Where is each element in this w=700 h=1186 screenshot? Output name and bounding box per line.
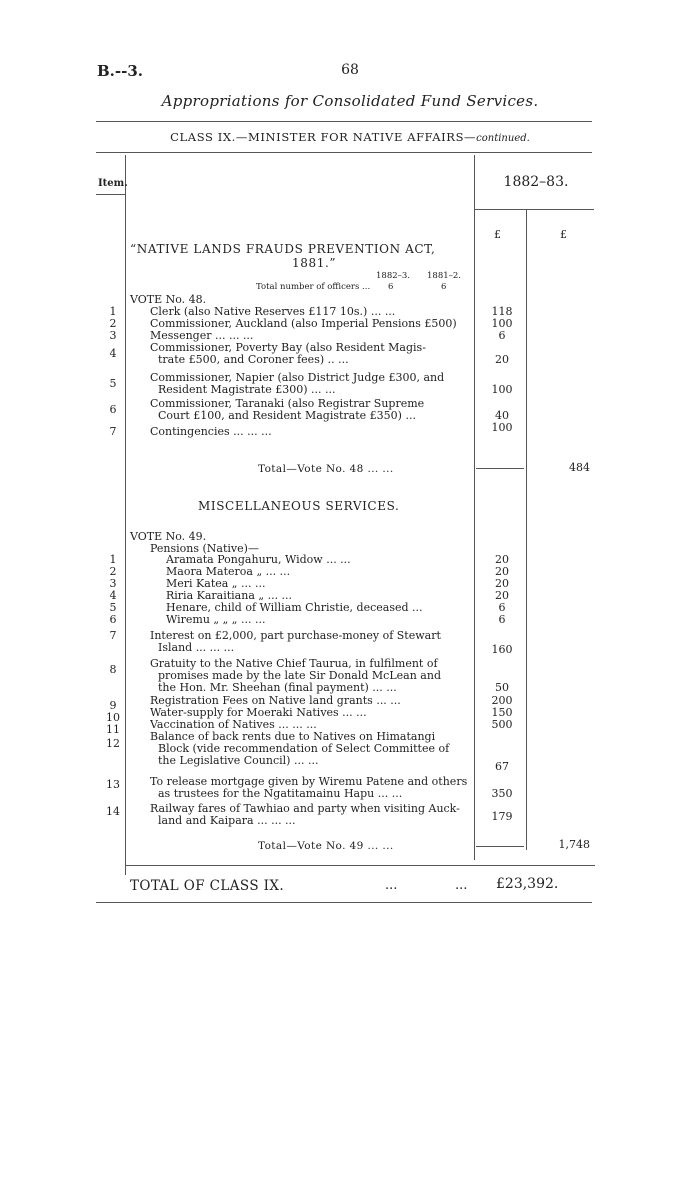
item-amount: 20 xyxy=(495,565,509,578)
table-row xyxy=(0,630,700,642)
vote-49-total: 1,748 xyxy=(558,838,590,851)
item-amount: 6 xyxy=(498,613,506,626)
item-number: 13 xyxy=(106,778,120,791)
table-row xyxy=(0,306,700,318)
item-number: 10 xyxy=(106,711,120,724)
table-row xyxy=(0,566,700,578)
item-number: 5 xyxy=(109,377,117,390)
item-description: Commissioner, Taranaki (also Registrar Supreme xyxy=(150,398,425,410)
item-description: Riria Karaitiana „ ... ... xyxy=(166,590,293,602)
table-row xyxy=(0,682,700,694)
table-row xyxy=(0,776,700,791)
item-description: Interest on £2,000, part purchase-money of Stewart xyxy=(150,630,441,642)
vote-48-total-label: Total—Vote No. 48 ... ... xyxy=(258,463,394,475)
item-amount: 6 xyxy=(498,329,506,342)
class-continued: continued. xyxy=(476,133,530,144)
item-number: 11 xyxy=(106,723,120,736)
item-number: 8 xyxy=(109,663,117,676)
officers-count1: 6 xyxy=(388,282,394,292)
item-number: 4 xyxy=(109,589,117,602)
item-description: Commissioner, Poverty Bay (also Resident Magis- xyxy=(150,342,426,354)
rule-item-header xyxy=(96,194,126,195)
rule-before-grand-total xyxy=(125,865,595,866)
item-description: Court £100, and Resident Magistrate £350) ... xyxy=(158,410,416,422)
pound-header-2: £ xyxy=(560,228,567,241)
item-description: Commissioner, Napier (also District Judge £300, and xyxy=(150,372,445,384)
item-number: 14 xyxy=(106,805,120,818)
officers-label: Total number of officers ... xyxy=(256,282,371,292)
item-description: as trustees for the Ngatitamainu Hapu ... ... xyxy=(158,788,403,800)
section2-title: MISCELLANEOUS SERVICES. xyxy=(198,499,400,513)
item-number: 9 xyxy=(109,699,117,712)
item-number: 4 xyxy=(109,347,117,360)
item-number: 1 xyxy=(109,553,117,566)
item-description: Meri Katea „ ... ... xyxy=(166,578,266,590)
table-row xyxy=(0,788,700,800)
item-amount: 20 xyxy=(495,353,509,366)
item-description: the Hon. Mr. Sheehan (final payment) ... ... xyxy=(158,682,397,694)
vote-49-label: VOTE No. 49. xyxy=(130,530,207,543)
pensions-label: Pensions (Native)— xyxy=(150,542,259,555)
item-amount: 20 xyxy=(495,553,509,566)
item-description: Commissioner, Auckland (also Imperial Pensions £500) xyxy=(150,318,457,330)
item-column-header: Item. xyxy=(98,178,128,189)
rule-year-header xyxy=(474,209,594,210)
item-description: Aramata Pongahuru, Widow ... ... xyxy=(166,554,351,566)
item-amount: 160 xyxy=(491,643,513,656)
item-amount: 67 xyxy=(495,760,509,773)
item-number: 6 xyxy=(109,403,117,416)
item-amount: 100 xyxy=(491,383,513,396)
table-row xyxy=(0,743,700,755)
item-amount: 200 xyxy=(491,694,513,707)
item-description: Gratuity to the Native Chief Taurua, in fulfilment of xyxy=(150,658,438,670)
rule-top xyxy=(96,121,592,122)
item-amount: 350 xyxy=(491,787,513,800)
item-description: Balance of back rents due to Natives on Himatangi xyxy=(150,731,436,743)
item-description: Island ... ... ... xyxy=(158,642,235,654)
item-number: 5 xyxy=(109,601,117,614)
item-number: 1 xyxy=(109,305,117,318)
grand-total-amount: £23,392. xyxy=(496,876,559,892)
officers-count2: 6 xyxy=(441,282,447,292)
table-row xyxy=(0,330,700,342)
document-reference: B.--3. xyxy=(97,62,144,80)
item-description: Messenger ... ... ... xyxy=(150,330,254,342)
table-row xyxy=(0,718,700,736)
grand-total-label: TOTAL OF CLASS IX. xyxy=(130,878,285,894)
item-description: Water-supply for Moeraki Natives ... ... xyxy=(150,707,367,719)
vote-48-total: 484 xyxy=(569,461,590,474)
item-description: Resident Magistrate £300) ... ... xyxy=(158,384,336,396)
item-number: 6 xyxy=(109,613,117,626)
item-description: promises made by the late Sir Donald McLean and xyxy=(158,670,441,682)
item-description: To release mortgage given by Wiremu Patene and others xyxy=(150,776,468,788)
item-description: trate £500, and Coroner fees) .. ... xyxy=(158,354,349,366)
class-title: CLASS IX.—MINISTER FOR NATIVE AFFAIRS—continued. xyxy=(170,130,530,144)
table-row xyxy=(0,706,700,724)
section1-title-line1: “NATIVE LANDS FRAUDS PREVENTION ACT, xyxy=(130,242,436,256)
section1-title-line2: 1881.” xyxy=(292,256,337,270)
item-description: Henare, child of William Christie, deceased ... xyxy=(166,602,423,614)
rule-class xyxy=(96,152,592,153)
item-description: Railway fares of Tawhiao and party when visiting Auck- xyxy=(150,803,460,815)
pound-header-1: £ xyxy=(494,228,501,241)
item-description: the Legislative Council) ... ... xyxy=(158,755,319,767)
item-number: 7 xyxy=(109,425,117,438)
item-amount: 50 xyxy=(495,681,509,694)
table-row xyxy=(0,421,700,438)
item-amount: 20 xyxy=(495,577,509,590)
item-amount: 6 xyxy=(498,601,506,614)
table-row xyxy=(0,590,700,602)
item-number: 2 xyxy=(109,565,117,578)
item-number: 7 xyxy=(109,629,117,642)
item-number: 2 xyxy=(109,317,117,330)
item-amount: 118 xyxy=(491,305,513,318)
grand-total-leader-2: ... xyxy=(455,878,468,893)
item-amount: 40 xyxy=(495,409,509,422)
item-column-divider xyxy=(125,155,126,875)
officers-year1: 1882–3. xyxy=(376,271,410,281)
item-number: 3 xyxy=(109,577,117,590)
grand-total-leader-1: ... xyxy=(385,878,398,893)
vote-49-total-rule xyxy=(476,846,524,847)
item-amount: 100 xyxy=(491,317,513,330)
item-description: Vaccination of Natives ... ... ... xyxy=(150,719,317,731)
item-description: Maora Materoa „ ... ... xyxy=(166,566,291,578)
item-number: 3 xyxy=(109,329,117,342)
vote-48-label: VOTE No. 48. xyxy=(130,293,207,306)
table-row xyxy=(0,642,700,654)
vote-48-total-rule xyxy=(476,468,524,469)
item-description: Clerk (also Native Reserves £117 10s.) ... ... xyxy=(150,306,396,318)
table-row xyxy=(0,602,700,614)
item-description: Block (vide recommendation of Select Committee of xyxy=(158,743,450,755)
item-number: 12 xyxy=(106,737,120,750)
page-subtitle: Appropriations for Consolidated Fund Services. xyxy=(161,92,539,110)
item-description: Registration Fees on Native land grants ... ... xyxy=(150,695,401,707)
item-amount: 179 xyxy=(491,810,513,823)
rule-bottom xyxy=(96,902,592,903)
item-description: land and Kaipara ... ... ... xyxy=(158,815,296,827)
officers-year2: 1881–2. xyxy=(427,271,461,281)
item-amount: 100 xyxy=(491,421,513,434)
page-number: 68 xyxy=(341,62,359,78)
item-description: Wiremu „ „ „ ... ... xyxy=(166,614,266,626)
table-row xyxy=(0,578,700,590)
table-row xyxy=(0,554,700,566)
table-row xyxy=(0,694,700,712)
item-amount: 20 xyxy=(495,589,509,602)
vote-49-total-label: Total—Vote No. 49 ... ... xyxy=(258,840,394,852)
table-row xyxy=(0,614,700,626)
item-description: Contingencies ... ... ... xyxy=(150,426,272,438)
table-row xyxy=(0,318,700,330)
item-amount: 500 xyxy=(491,718,513,731)
year-column-header: 1882–83. xyxy=(503,174,569,190)
table-row xyxy=(0,755,700,773)
item-amount: 150 xyxy=(491,706,513,719)
